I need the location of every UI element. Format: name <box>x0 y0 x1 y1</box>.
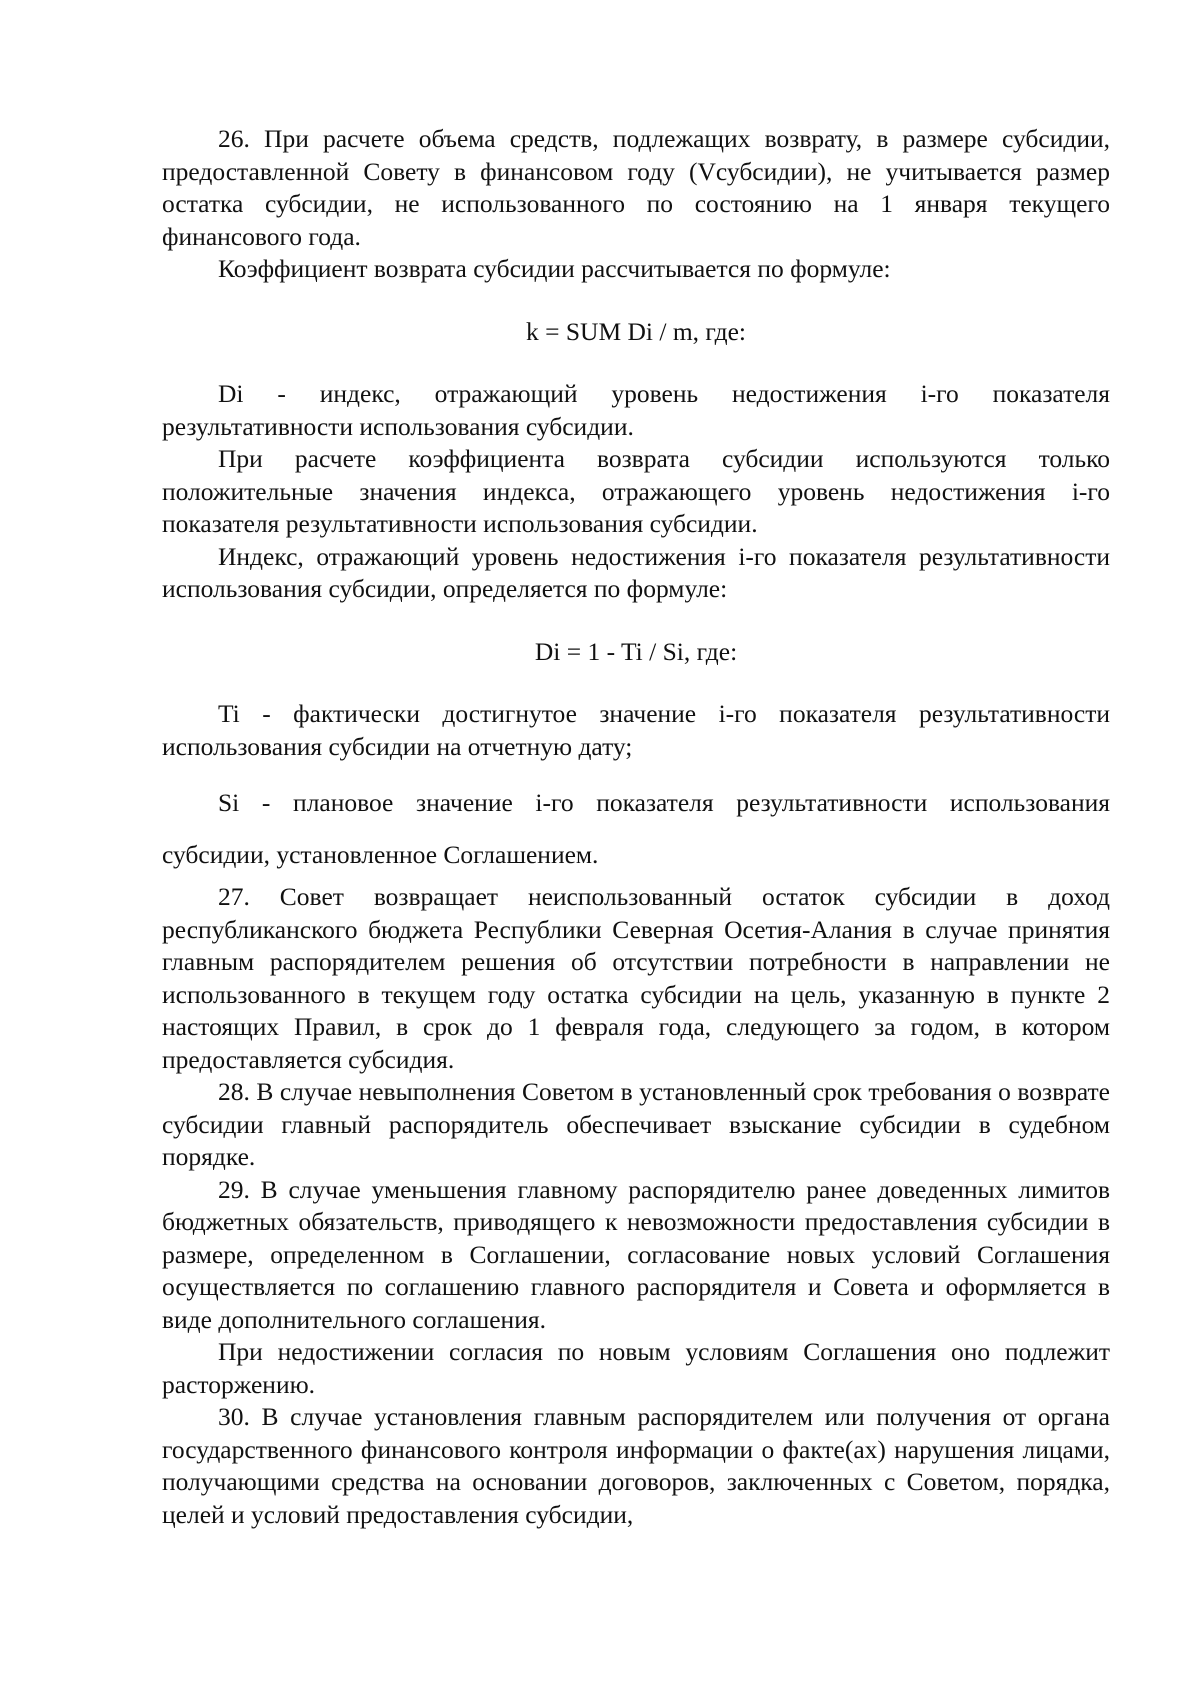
formula-k: k = SUM Di / m, где: <box>525 316 746 346</box>
paragraph-disagreement: При недостижении согласия по новым условиям Соглашения оно подлежит расторжению. <box>162 1337 1110 1399</box>
paragraph-di-definition: Di - индекс, отражающий уровень недостижения i-го показателя результативности использования субсидии. <box>162 379 1110 441</box>
paragraph-si-definition: Si - плановое значение i-го показателя результативности использования субсидии, установленное Соглашением. <box>162 788 1110 869</box>
paragraph-30: 30. В случае установления главным распорядителем или получения от органа государственного финансового контроля информации о факте(ах) нарушения лицами, получающими средства на основании договоров, заключенных с Советом, порядка, целей и условий предоставления субсидии, <box>162 1402 1110 1529</box>
paragraph-ti-definition: Ti - фактически достигнутое значение i-го показателя результативности использования субсидии на отчетную дату; <box>162 699 1110 761</box>
formula-di: Di = 1 - Ti / Si, где: <box>534 636 738 666</box>
paragraph-positive-values: При расчете коэффициента возврата субсидии используются только положительные значения индекса, отражающего уровень недостижения i-го показателя результативности использования субсидии. <box>162 444 1110 538</box>
paragraph-28: 28. В случае невыполнения Советом в установленный срок требования о возврате субсидии главный распорядитель обеспечивает взыскание субсидии в судебном порядке. <box>162 1077 1110 1171</box>
paragraph-29: 29. В случае уменьшения главному распорядителю ранее доведенных лимитов бюджетных обязательств, приводящего к невозможности предоставления субсидии в размере, определенном в Соглашении, согласование новых условий Соглашения осуществляется по соглашению главного распорядителя и Совета и оформляется в виде дополнительного соглашения. <box>162 1174 1110 1334</box>
paragraph-index-intro: Индекс, отражающий уровень недостижения i-го показателя результативности использования субсидии, определяется по формуле: <box>162 541 1110 603</box>
paragraph-27: 27. Совет возвращает неиспользованный остаток субсидии в доход республиканского бюджета Республики Северная Осетия-Алания в случае принятия главным распорядителем решения об отсутствии потребности в направлении не использованного в текущем году остатка субсидии на цель, указанную в пункте 2 настоящих Правил, в срок до 1 февраля года, следующего за годом, в котором предоставляется субсидия. <box>162 882 1110 1074</box>
paragraph-coefficient-intro: Коэффициент возврата субсидии рассчитывается по формуле: <box>218 254 891 283</box>
paragraph-26: 26. При расчете объема средств, подлежащих возврату, в размере субсидии, предоставленной Совету в финансовом году (Vсубсидии), не учитывается размер остатка субсидии, не использованного по состоянию на 1 января текущего финансового года. <box>162 124 1110 251</box>
